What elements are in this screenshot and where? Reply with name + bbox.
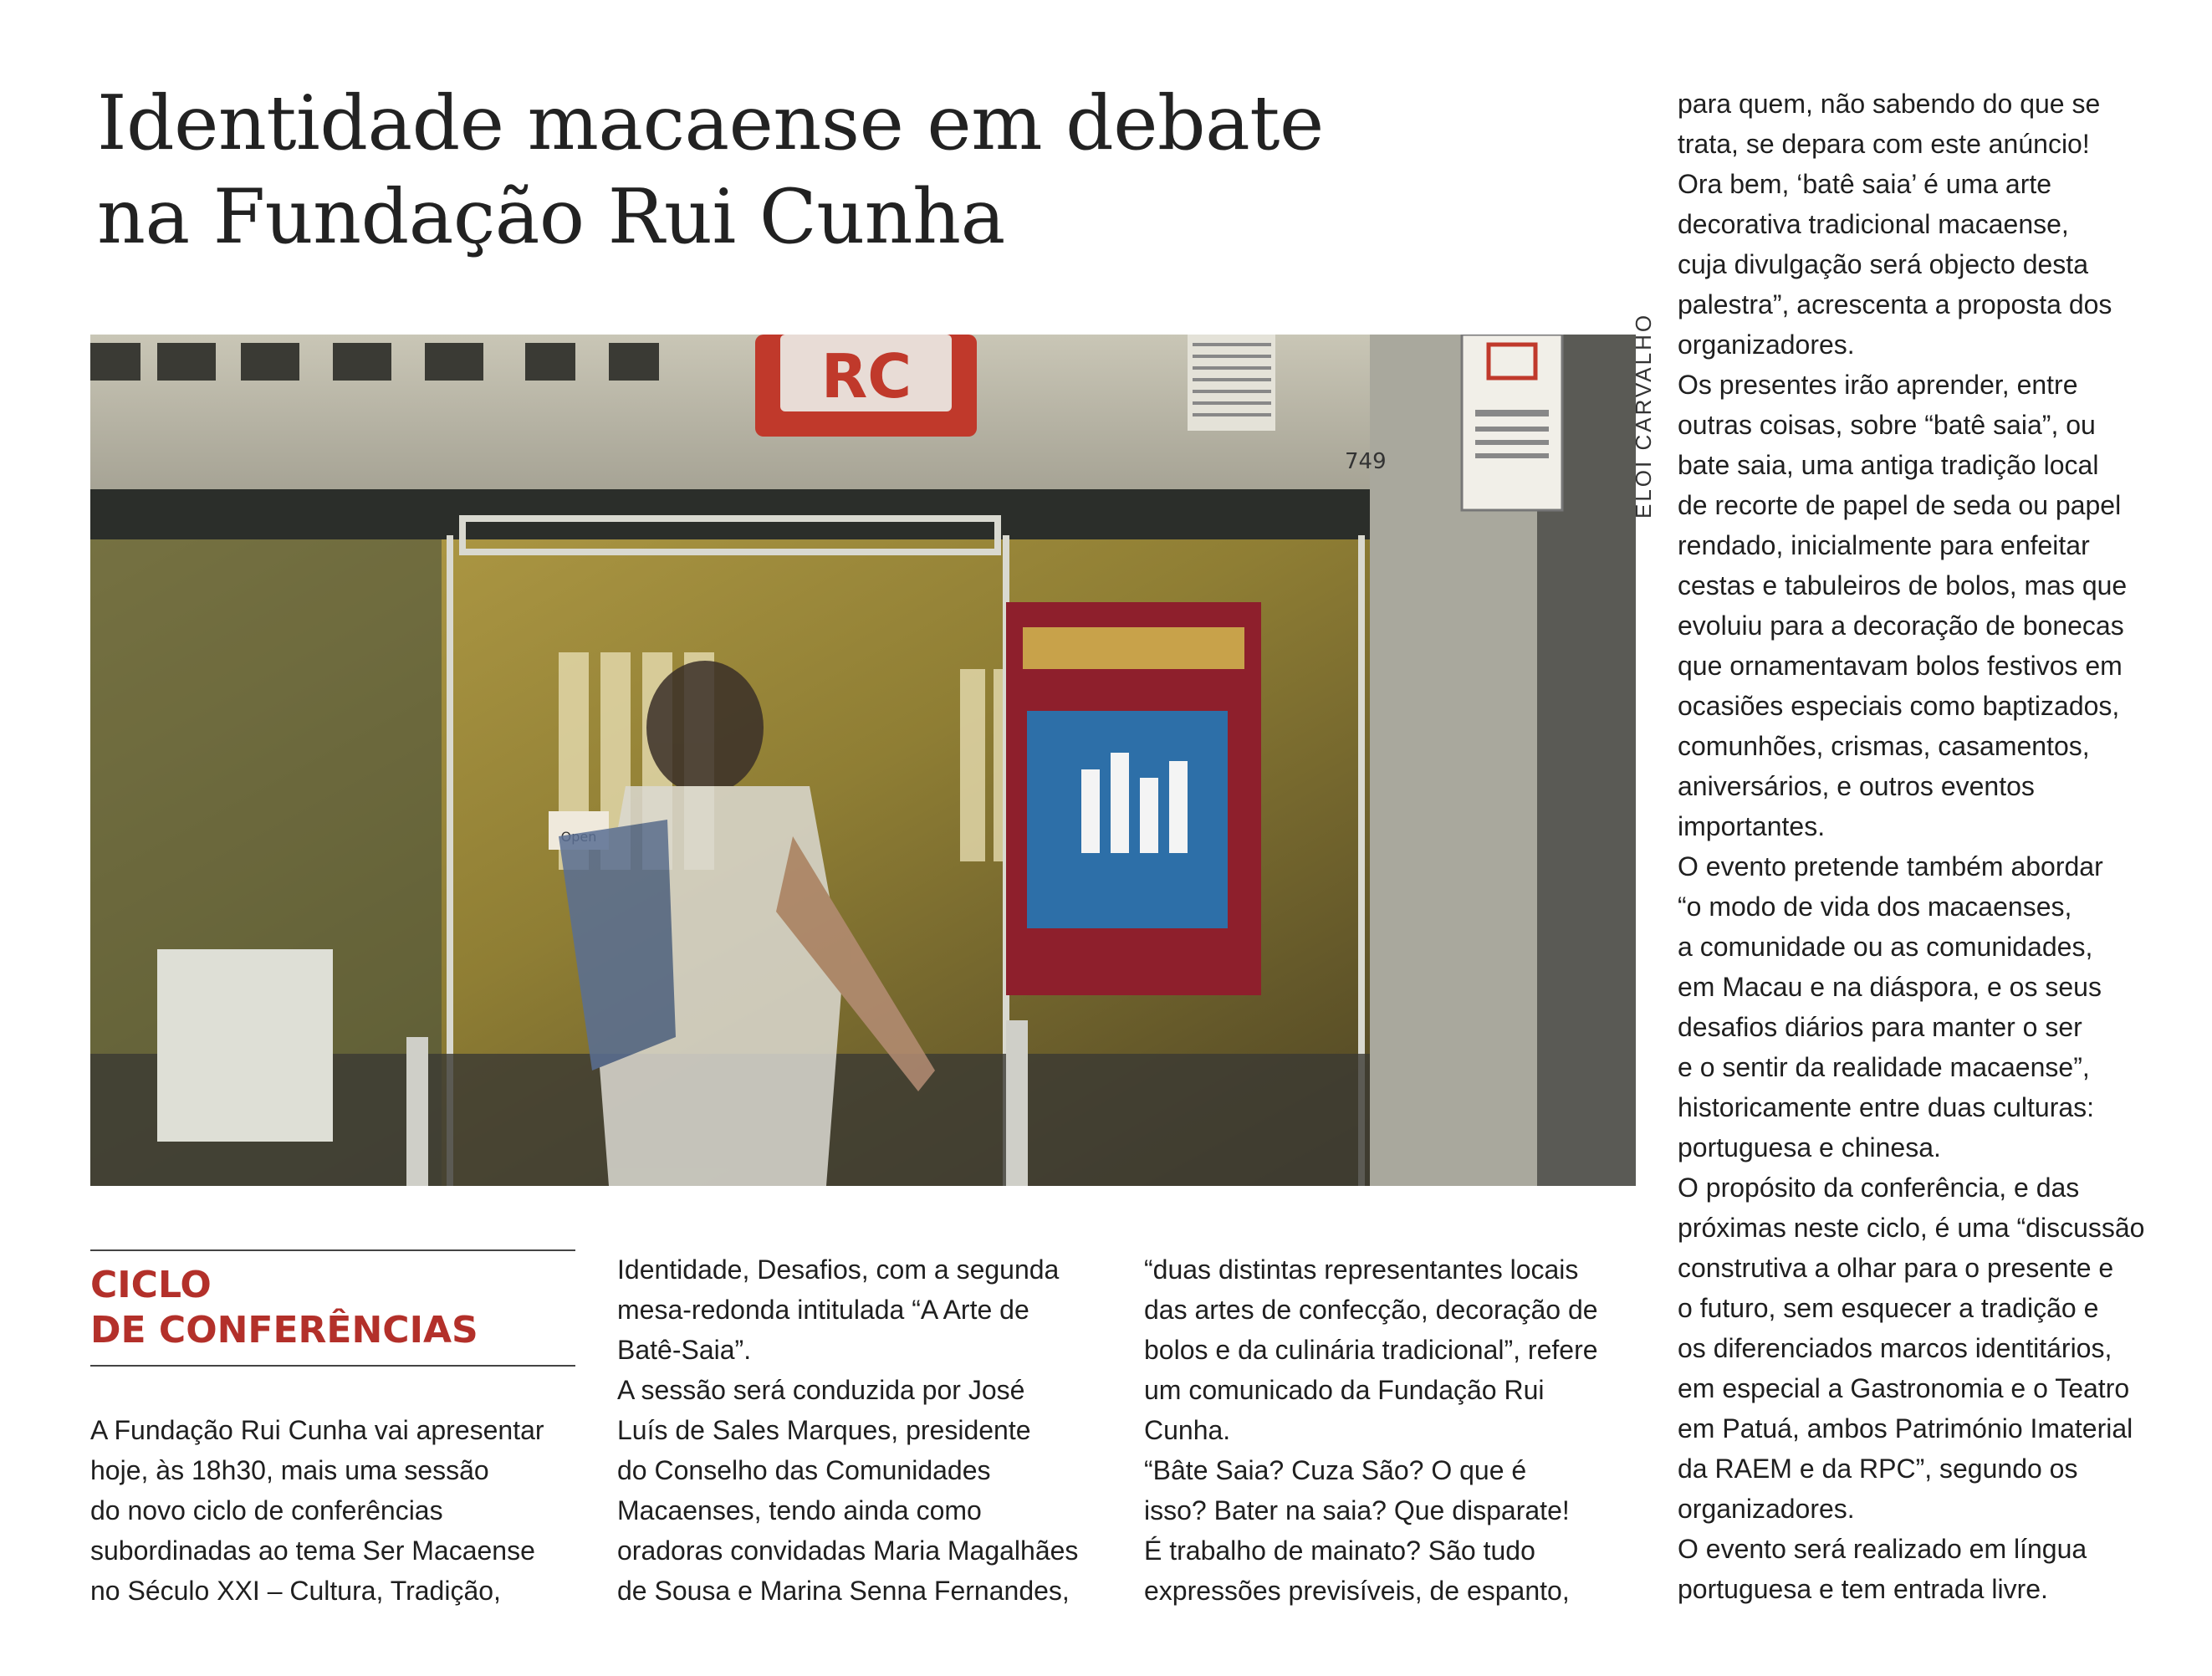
text-line: organizadores. (1678, 330, 1855, 360)
text-line: Identidade, Desafios, com a segunda (617, 1254, 1060, 1285)
text-line: Luís de Sales Marques, presidente (617, 1415, 1031, 1445)
article-column-3 (1144, 1249, 1598, 1611)
text-line: cestas e tabuleiros de bolos, mas que (1678, 570, 2128, 600)
text-line: Ora bem, ‘batê saia’ é uma arte (1678, 169, 2052, 199)
article-column-right (1678, 84, 2144, 1609)
section-heading-line: DE CONFERÊNCIAS (90, 1309, 478, 1352)
text-line: desafios diários para manter o ser (1678, 1012, 2082, 1042)
text-line: das artes de confecção, decoração de (1144, 1295, 1598, 1325)
text-line: do novo ciclo de conferências (90, 1495, 443, 1525)
vent-grille (1188, 335, 1275, 431)
digital-screen (1006, 602, 1261, 995)
chinese-signage (90, 343, 659, 381)
article-column-1 (90, 1410, 544, 1611)
text-line: próximas neste ciclo, é uma “discussão (1678, 1213, 2145, 1243)
text-line: outras coisas, sobre “batê saia”, ou (1678, 410, 2096, 440)
svg-text:RC: RC (820, 341, 912, 411)
text-line: em especial a Gastronomia e o Teatro (1678, 1373, 2130, 1403)
storefront-photo-illustration (90, 335, 1636, 1186)
text-line: para quem, não sabendo do que se (1678, 89, 2101, 119)
section-rule-bottom (90, 1365, 575, 1367)
section-heading (90, 1263, 478, 1353)
text-line: bate saia, uma antiga tradição local (1678, 450, 2099, 480)
text-line: “o modo de vida dos macaenses, (1678, 892, 2072, 922)
text-line: organizadores. (1678, 1494, 1855, 1524)
shop-ceiling (90, 489, 1370, 539)
text-line: importantes. (1678, 811, 1826, 841)
building-number: 749 (1345, 449, 1387, 474)
text-line: que ornamentavam bolos festivos em (1678, 651, 2123, 681)
photo-credit: ELOI CARVALHO (1631, 312, 1656, 519)
text-line: um comunicado da Fundação Rui (1144, 1375, 1545, 1405)
wall-sign (1462, 335, 1562, 510)
text-line: portuguesa e chinesa. (1678, 1132, 1941, 1162)
text-line: A Fundação Rui Cunha vai apresentar (90, 1415, 544, 1445)
text-line: decorativa tradicional macaense, (1678, 209, 2069, 239)
headline-line: na Fundação Rui Cunha (97, 173, 1005, 261)
text-line: Batê-Saia”. (617, 1335, 752, 1365)
text-line: “duas distintas representantes locais (1144, 1254, 1579, 1285)
text-line: a comunidade ou as comunidades, (1678, 932, 2093, 962)
text-line: o futuro, sem esquecer a tradição e (1678, 1293, 2099, 1323)
text-line: O propósito da conferência, e das (1678, 1173, 2080, 1203)
text-line: oradoras convidadas Maria Magalhães (617, 1535, 1079, 1566)
text-line: evoluiu para a decoração de bonecas (1678, 611, 2124, 641)
text-line: O evento será realizado em língua (1678, 1534, 2087, 1564)
section-rule-top (90, 1249, 575, 1251)
text-line: O evento pretende também abordar (1678, 851, 2103, 881)
text-line: “Bâte Saia? Cuza São? O que é (1144, 1455, 1527, 1485)
text-line: em Patuá, ambos Património Imaterial (1678, 1413, 2133, 1444)
text-line: de Sousa e Marina Senna Fernandes, (617, 1576, 1070, 1606)
text-line: expressões previsíveis, de espanto, (1144, 1576, 1570, 1606)
display-plinth (157, 949, 333, 1142)
text-line: historicamente entre duas culturas: (1678, 1092, 2095, 1122)
text-line: comunhões, crismas, casamentos, (1678, 731, 2090, 761)
text-line: em Macau e na diáspora, e os seus (1678, 972, 2102, 1002)
section-heading-line: CICLO (90, 1264, 212, 1306)
bollard (1006, 1020, 1028, 1186)
storefront-photo (90, 335, 1636, 1186)
text-line: no Século XXI – Cultura, Tradição, (90, 1576, 501, 1606)
article-column-2 (617, 1249, 1078, 1611)
text-line: palestra”, acrescenta a proposta dos (1678, 289, 2112, 319)
text-line: cuja divulgação será objecto desta (1678, 249, 2088, 279)
text-line: Cunha. (1144, 1415, 1231, 1445)
text-line: É trabalho de mainato? São tudo (1144, 1535, 1535, 1566)
text-line: hoje, às 18h30, mais uma sessão (90, 1455, 489, 1485)
text-line: Macaenses, tendo ainda como (617, 1495, 982, 1525)
text-line: bolos e da culinária tradicional”, refere (1144, 1335, 1598, 1365)
text-line: portuguesa e tem entrada livre. (1678, 1574, 2048, 1604)
text-line: os diferenciados marcos identitários, (1678, 1333, 2112, 1363)
text-line: A sessão será conduzida por José (617, 1375, 1025, 1405)
headline-line: Identidade macaense em debate (97, 79, 1324, 167)
text-line: e o sentir da realidade macaense”, (1678, 1052, 2090, 1082)
text-line: aniversários, e outros eventos (1678, 771, 2035, 801)
text-line: subordinadas ao tema Ser Macaense (90, 1535, 535, 1566)
headline (97, 77, 1324, 264)
text-line: rendado, inicialmente para enfeitar (1678, 530, 2090, 560)
text-line: mesa-redonda intitulada “A Arte de (617, 1295, 1029, 1325)
bollard (406, 1037, 428, 1186)
text-line: Os presentes irão aprender, entre (1678, 370, 2078, 400)
text-line: isso? Bater na saia? Que disparate! (1144, 1495, 1570, 1525)
text-line: ocasiões especiais como baptizados, (1678, 691, 2120, 721)
text-line: construtiva a olhar para o presente e (1678, 1253, 2114, 1283)
text-line: trata, se depara com este anúncio! (1678, 129, 2090, 159)
foundation-logo (755, 335, 977, 437)
text-line: de recorte de papel de seda ou papel (1678, 490, 2122, 520)
text-line: da RAEM e da RPC”, segundo os (1678, 1454, 2078, 1484)
text-line: do Conselho das Comunidades (617, 1455, 991, 1485)
